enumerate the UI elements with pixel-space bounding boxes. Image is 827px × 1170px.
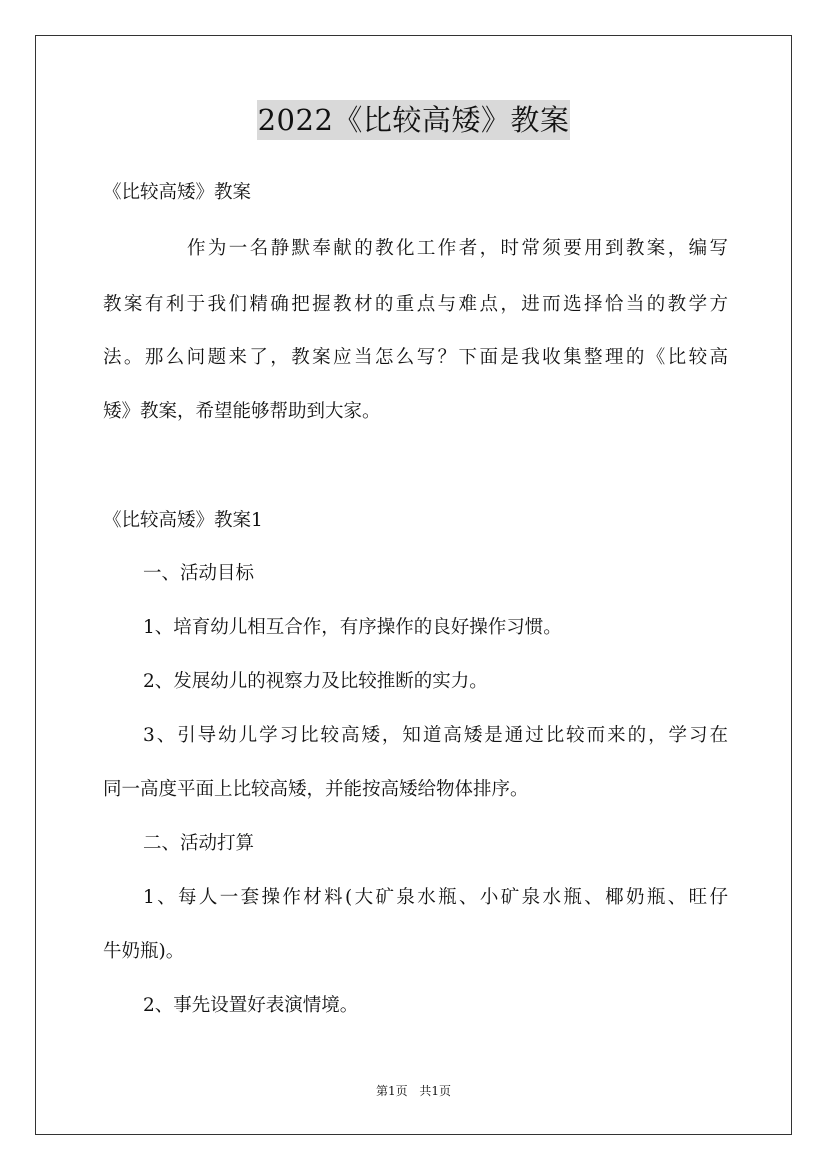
document-title: 2022《比较高矮》教案 bbox=[257, 100, 571, 140]
section-heading: 《比较高矮》教案1 bbox=[103, 510, 263, 531]
intro-line-2: 教案有利于我们精确把握教材的重点与难点，进而选择恰当的教学方 bbox=[103, 294, 728, 315]
intro-line-1: 作为一名静默奉献的教化工作者，时常须要用到教案，编写 bbox=[187, 238, 728, 259]
intro-line-4: 矮》教案，希望能够帮助到大家。 bbox=[103, 401, 381, 422]
page-number: 第1页 bbox=[375, 1084, 408, 1098]
prep-2: 2、事先设置好表演情境。 bbox=[143, 995, 359, 1016]
prep-1-line-1: 1、每人一套操作材料(大矿泉水瓶、小矿泉水瓶、椰奶瓶、旺仔 bbox=[143, 887, 728, 908]
goal-3-line-1: 3、引导幼儿学习比较高矮，知道高矮是通过比较而来的，学习在 bbox=[143, 725, 728, 746]
intro-line-3: 法。那么问题来了，教案应当怎么写？下面是我收集整理的《比较高 bbox=[103, 347, 728, 368]
goal-1: 1、培育幼儿相互合作，有序操作的良好操作习惯。 bbox=[143, 617, 562, 638]
part2-heading: 二、活动打算 bbox=[143, 833, 255, 854]
title-container bbox=[0, 100, 827, 140]
page-total: 共1页 bbox=[419, 1084, 452, 1098]
page-footer bbox=[0, 1083, 827, 1099]
subtitle: 《比较高矮》教案 bbox=[103, 182, 252, 203]
part1-heading: 一、活动目标 bbox=[143, 563, 255, 584]
goal-2: 2、发展幼儿的视察力及比较推断的实力。 bbox=[143, 671, 488, 692]
goal-3-line-2: 同一高度平面上比较高矮，并能按高矮给物体排序。 bbox=[103, 779, 529, 800]
prep-1-line-2: 牛奶瓶)。 bbox=[103, 941, 185, 962]
